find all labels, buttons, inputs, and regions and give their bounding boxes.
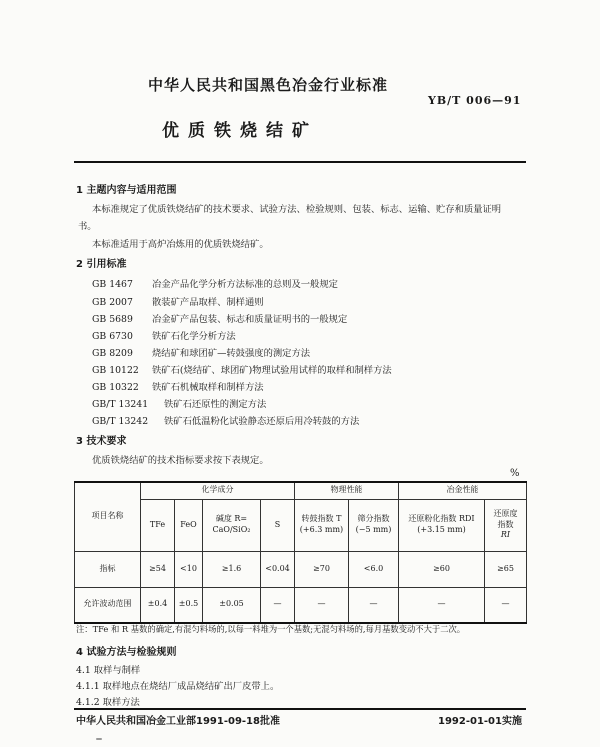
section-4-heading: 4 试验方法与检验规则 [76,647,177,658]
group-header-metallurgical: 冶金性能 [399,482,527,499]
row-label: 指标 [75,551,141,587]
table-note: 注：TFe 和 R 基数的确定,有混匀料场的,以每一料堆为一个基数;无混匀料场的,每月基数变动不大于二次。 [76,624,466,634]
reference-title: 烧结矿和球团矿—转鼓强度的测定方法 [152,348,311,359]
column-header-item: 项目名称 [75,482,141,551]
ri-label-3: RI [500,530,511,540]
table-cell: <0.04 [261,551,295,587]
section-1-heading: 1 主题内容与适用范围 [76,185,177,196]
rdi-size: (+3.15 mm) [417,525,466,534]
table-cell: ±0.05 [203,587,261,623]
reference-item [92,379,264,393]
reference-title: 铁矿石(烧结矿、球团矿)物理试验用试样的取样和制样方法 [152,365,392,376]
reference-title: 散装矿产品取样、制样通则 [152,297,264,308]
table-row [75,587,527,623]
specification-table [74,481,527,624]
rdi-label: 还原粉化指数 RDI [408,514,475,524]
table-cell: — [261,587,295,623]
issuing-organization: 中华人民共和国黑色冶金行业标准 [148,76,389,94]
drum-index-size: (+6.3 mm) [299,525,344,534]
reference-title: 冶金产品化学分析方法标准的总则及一般规定 [152,279,338,290]
section-1-paragraph-2: 本标准适用于高炉冶炼用的优质铁烧结矿。 [92,239,269,250]
table-cell: ≥65 [485,551,527,587]
standard-code: YB/T 006—91 [428,94,522,107]
section-3-intro: 优质铁烧结矿的技术指标要求按下表规定。 [92,455,269,466]
table-cell: — [349,587,399,623]
column-header-tfe: TFe [141,499,175,551]
drum-index-label: 转鼓指数 T [301,514,342,524]
ri-label-2: 指数 [497,519,514,529]
screening-index-size: (−5 mm) [355,525,392,534]
reference-code: GB 1467 [92,279,133,290]
basicity-label: 碱度 R= [215,514,248,524]
reference-item [92,345,310,359]
section-2-heading: 2 引用标准 [76,259,127,270]
reference-title: 铁矿石机械取样和制样方法 [152,382,264,393]
reference-title: 冶金矿产品包装、标志和质量证明书的一般规定 [152,314,348,325]
effective-date: 1992-01-01实施 [438,716,522,727]
reference-code: GB 5689 [92,314,133,325]
column-header-feo: FeO [175,499,203,551]
section-1-paragraph-1: 本标准规定了优质铁烧结矿的技术要求、试验方法、检验规则、包装、标志、运输、贮存和质量证明 [92,204,502,215]
reference-item [92,311,347,325]
reference-title: 铁矿石化学分析方法 [152,331,236,342]
column-header-screening-index [349,499,399,551]
table-cell: <10 [175,551,203,587]
reference-item [92,362,392,376]
table-cell: — [295,587,349,623]
section-3-heading: 3 技术要求 [76,436,127,447]
table-cell: ±0.5 [175,587,203,623]
group-header-physical: 物理性能 [295,482,399,499]
group-header-chemical: 化学成分 [141,482,295,499]
table-row [75,551,527,587]
table-cell: ≥60 [399,551,485,587]
header-divider [74,161,526,163]
reference-code: GB 6730 [92,331,133,342]
reference-title: 铁矿石低温粉化试验静态还原后用冷转鼓的方法 [164,416,360,427]
table-cell: ≥54 [141,551,175,587]
column-header-basicity [203,499,261,551]
reference-code: GB 10322 [92,382,139,393]
reference-item [92,294,264,308]
column-header-rdi [399,499,485,551]
reference-code: GB/T 13241 [92,399,149,410]
table-cell: ≥1.6 [203,551,261,587]
subsection-4-1-1: 4.1.1 取样地点在烧结厂成品烧结矿出厂皮带上。 [76,681,280,692]
subsection-4-1: 4.1 取样与制样 [76,665,141,676]
reference-item [92,328,236,342]
scan-speck [96,738,102,740]
table-cell: — [399,587,485,623]
table-cell: ±0.4 [141,587,175,623]
table-cell: — [485,587,527,623]
row-label: 允许波动范围 [75,587,141,623]
reference-item [92,276,338,290]
screening-index-label: 筛分指数 [357,514,390,524]
reference-title: 铁矿石还原性的测定方法 [164,399,267,410]
reference-item [92,396,266,410]
table-cell: ≥70 [295,551,349,587]
footer-divider [74,708,526,710]
column-header-drum-index [295,499,349,551]
column-header-ri [485,499,527,551]
subsection-4-1-2: 4.1.2 取样方法 [76,697,140,708]
unit-label: % [510,468,520,479]
document-title: 优质铁烧结矿 [162,121,318,141]
section-1-paragraph-1-cont: 书。 [78,221,97,232]
reference-code: GB/T 13242 [92,416,149,427]
approval-statement: 中华人民共和国冶金工业部1991-09-18批准 [76,716,280,727]
reference-code: GB 10122 [92,365,139,376]
ri-label-1: 还原度 [493,508,518,518]
reference-code: GB 2007 [92,297,133,308]
basicity-formula: CaO/SiO₂ [212,525,251,534]
reference-code: GB 8209 [92,348,133,359]
column-header-sulfur: S [261,499,295,551]
reference-item [92,413,359,427]
table-cell: <6.0 [349,551,399,587]
